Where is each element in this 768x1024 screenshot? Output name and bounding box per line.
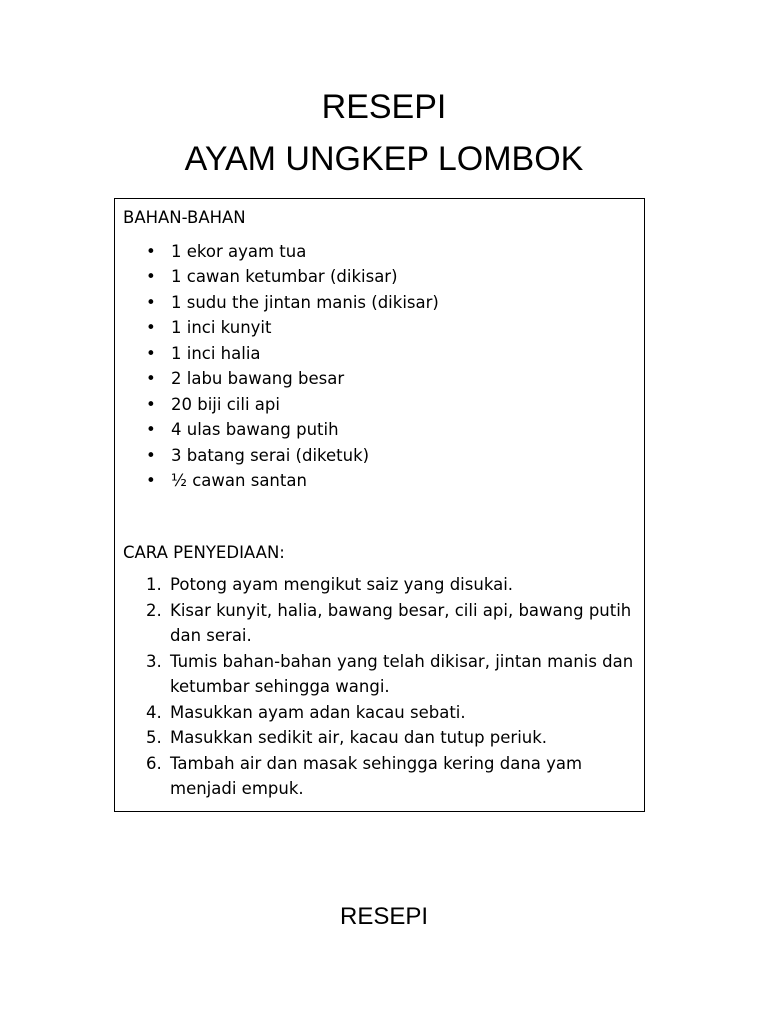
step-number: 6. — [146, 753, 162, 773]
ingredient-item: • 2 labu bawang besar — [123, 366, 636, 392]
ingredient-item: • 3 batang serai (diketuk) — [123, 443, 636, 469]
method-steps-list — [123, 572, 636, 802]
step-text: Masukkan ayam adan kacau sebati. — [170, 702, 466, 722]
method-step — [123, 649, 636, 700]
recipe-content — [123, 205, 636, 802]
step-number: 2. — [146, 600, 162, 620]
method-heading: CARA PENYEDIAAN: — [123, 542, 285, 562]
page-title: RESEPI — [321, 88, 447, 126]
ingredient-item: • 1 cawan ketumbar (dikisar) — [123, 264, 636, 290]
recipe-name: AYAM UNGKEP LOMBOK — [184, 140, 584, 178]
step-number: 5. — [146, 728, 162, 747]
footer-title: RESEPI — [339, 903, 429, 930]
method-step — [123, 700, 636, 726]
ingredient-item: • 4 ulas bawang putih — [123, 417, 636, 443]
step-text: Kisar kunyit, halia, bawang besar, cili api, bawang putih dan serai. — [170, 600, 632, 645]
ingredient-item: • 1 inci halia — [123, 341, 636, 367]
step-text: Masukkan sedikit air, kacau dan tutup periuk. — [170, 728, 548, 747]
ingredient-item: • 1 inci kunyit — [123, 315, 636, 341]
recipe-box — [114, 198, 645, 812]
ingredients-heading: BAHAN-BAHAN — [123, 208, 246, 227]
step-text: Tumis bahan-bahan yang telah dikisar, jintan manis dan ketumbar sehingga wangi. — [170, 651, 634, 696]
method-step — [123, 598, 636, 649]
ingredient-item: • ½ cawan santan — [123, 468, 636, 494]
step-number: 3. — [146, 651, 162, 671]
step-number: 1. — [146, 575, 162, 594]
ingredient-item: • 1 ekor ayam tua — [123, 239, 636, 265]
step-text: Potong ayam mengikut saiz yang disukai. — [170, 575, 514, 594]
step-text: Tambah air dan masak sehingga kering dana yam menjadi empuk. — [170, 753, 583, 798]
method-step — [123, 751, 636, 802]
ingredient-item: • 1 sudu the jintan manis (dikisar) — [123, 290, 636, 316]
method-step — [123, 572, 636, 598]
ingredient-item: • 20 biji cili api — [123, 392, 636, 418]
method-step — [123, 725, 636, 751]
step-number: 4. — [146, 702, 162, 722]
ingredients-list — [123, 239, 636, 494]
